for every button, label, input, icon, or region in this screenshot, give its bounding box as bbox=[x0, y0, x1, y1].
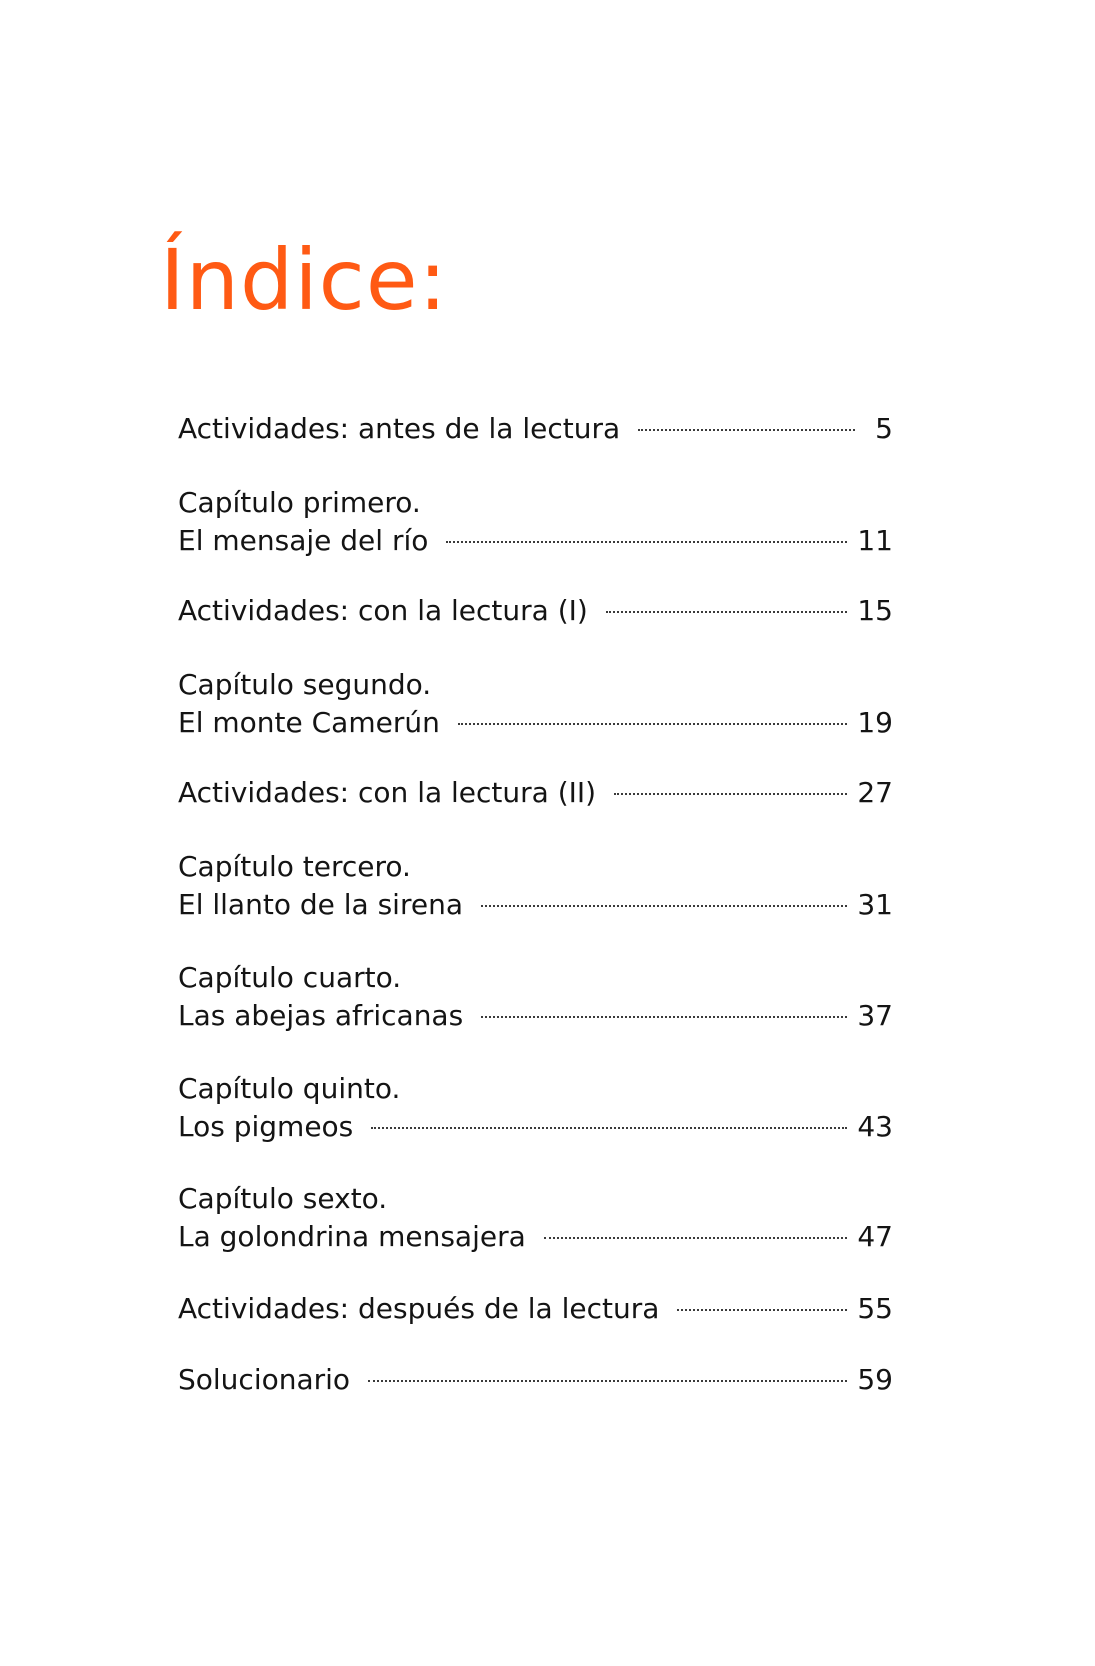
toc-entry-capitulo-tercero[interactable] bbox=[178, 848, 893, 924]
toc-chapter-heading: Capítulo primero. bbox=[178, 486, 421, 519]
toc-chapter-line bbox=[178, 1180, 893, 1218]
toc-chapter-heading: Capítulo quinto. bbox=[178, 1072, 401, 1105]
toc-entry-label: Solucionario bbox=[178, 1363, 351, 1396]
dot-leader bbox=[481, 905, 847, 907]
toc-page-number: 43 bbox=[857, 1110, 893, 1143]
toc-entry-capitulo-quinto[interactable] bbox=[178, 1070, 893, 1146]
toc-chapter-heading: Capítulo tercero. bbox=[178, 850, 411, 883]
toc-line bbox=[178, 886, 893, 924]
toc-entry-solucionario[interactable] bbox=[178, 1361, 893, 1399]
dot-leader bbox=[371, 1127, 847, 1129]
toc-entry-actividades-con-ii[interactable] bbox=[178, 774, 893, 812]
dot-leader bbox=[446, 541, 847, 543]
toc-line bbox=[178, 1361, 893, 1399]
toc-page-number: 55 bbox=[857, 1292, 893, 1325]
toc-page-number: 47 bbox=[857, 1220, 893, 1253]
toc-entry-actividades-con-i[interactable] bbox=[178, 592, 893, 630]
toc-line bbox=[178, 997, 893, 1035]
toc-entry-label: El monte Camerún bbox=[178, 706, 440, 739]
dot-leader bbox=[677, 1309, 847, 1311]
toc-entry-label: Actividades: antes de la lectura bbox=[178, 412, 621, 445]
toc-chapter-line bbox=[178, 1070, 893, 1108]
toc-page-number: 11 bbox=[857, 524, 893, 557]
toc-page-number: 27 bbox=[857, 776, 893, 809]
toc-entry-label: Los pigmeos bbox=[178, 1110, 354, 1143]
toc-entry-label: El mensaje del río bbox=[178, 524, 429, 557]
toc-chapter-heading: Capítulo cuarto. bbox=[178, 961, 402, 994]
toc-line bbox=[178, 1218, 893, 1256]
toc-page-number: 31 bbox=[857, 888, 893, 921]
table-of-contents bbox=[178, 0, 893, 1666]
toc-line bbox=[178, 1290, 893, 1328]
toc-entry-label: Las abejas africanas bbox=[178, 999, 464, 1032]
toc-chapter-line bbox=[178, 484, 893, 522]
toc-page-number: 59 bbox=[857, 1363, 893, 1396]
dot-leader bbox=[638, 429, 855, 431]
toc-line bbox=[178, 704, 893, 742]
toc-line bbox=[178, 1108, 893, 1146]
toc-entry-label: Actividades: con la lectura (II) bbox=[178, 776, 597, 809]
toc-entry-label: La golondrina mensajera bbox=[178, 1220, 526, 1253]
toc-chapter-line bbox=[178, 666, 893, 704]
toc-page-number: 37 bbox=[857, 999, 893, 1032]
toc-entry-label: Actividades: con la lectura (I) bbox=[178, 594, 588, 627]
toc-entry-capitulo-sexto[interactable] bbox=[178, 1180, 893, 1256]
toc-chapter-heading: Capítulo segundo. bbox=[178, 668, 432, 701]
dot-leader bbox=[606, 611, 848, 613]
toc-chapter-heading: Capítulo sexto. bbox=[178, 1182, 388, 1215]
toc-line bbox=[178, 522, 893, 560]
toc-entry-actividades-despues[interactable] bbox=[178, 1290, 893, 1328]
toc-entry-capitulo-primero[interactable] bbox=[178, 484, 893, 560]
toc-entry-capitulo-cuarto[interactable] bbox=[178, 959, 893, 1035]
toc-entry-label: Actividades: después de la lectura bbox=[178, 1292, 660, 1325]
toc-page-number: 19 bbox=[857, 706, 893, 739]
dot-leader bbox=[614, 793, 847, 795]
toc-line bbox=[178, 410, 893, 448]
toc-line bbox=[178, 774, 893, 812]
toc-chapter-line bbox=[178, 959, 893, 997]
toc-entry-label: El llanto de la sirena bbox=[178, 888, 463, 921]
toc-page-number: 5 bbox=[875, 412, 893, 445]
dot-leader bbox=[368, 1380, 847, 1382]
toc-line bbox=[178, 592, 893, 630]
page-title: Índice: bbox=[160, 231, 448, 329]
toc-entry-capitulo-segundo[interactable] bbox=[178, 666, 893, 742]
dot-leader bbox=[544, 1237, 848, 1239]
toc-entry-actividades-antes[interactable] bbox=[178, 410, 893, 448]
toc-page-number: 15 bbox=[857, 594, 893, 627]
toc-chapter-line bbox=[178, 848, 893, 886]
dot-leader bbox=[458, 723, 848, 725]
dot-leader bbox=[481, 1016, 847, 1018]
